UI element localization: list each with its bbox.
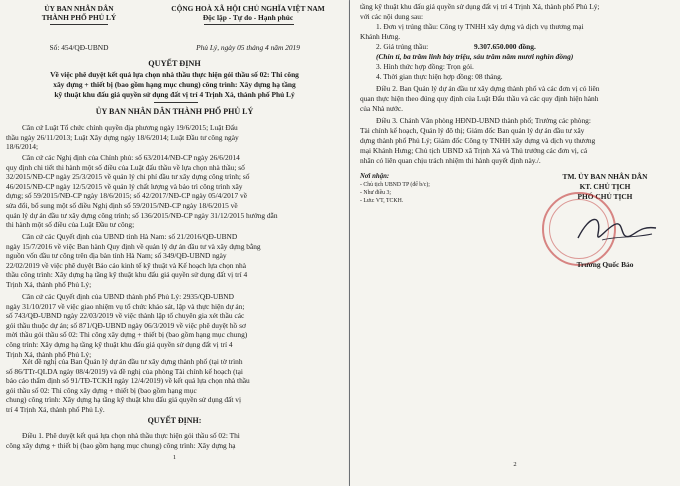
document-page-2: [350, 0, 680, 486]
paragraph-4-line: mời thầu gói thầu số 02: Thi công xây dựng + thiết bị (bao gồm hạng mục chung): [6, 330, 248, 340]
paragraph-2-line: Căn cứ các Nghị định của Chính phủ: số 63/2014/NĐ-CP ngày 26/6/2014: [22, 153, 240, 162]
subject-line-2: xây dựng + thiết bị (bao gồm hạng mục chung) công trình: Xây dựng hạ tầng: [53, 80, 296, 89]
paragraph-5-line: trí 4 Trịnh Xá, thành phố Phủ Lý.: [6, 405, 105, 414]
paragraph-1-line: thầu ngày 26/11/2013; Luật Xây dựng ngày 18/6/2014; Luật Đầu tư công ngày: [6, 132, 239, 142]
paragraph-4-line: Căn cứ các Quyết định của UBND thành phố Phủ Lý: 2935/QĐ-UBND: [22, 292, 234, 301]
paragraph-3-line: ngày 15/7/2016 về việc Ban hành Quy định về quản lý dự án đầu tư và xây dựng bằng: [6, 241, 261, 251]
paragraph-4-line: gói thầu thuộc dự án; số 871/QĐ-UBND ngày 06/3/2019 về việc phê duyệt hồ sơ: [6, 320, 246, 330]
subject-line-1: Về việc phê duyệt kết quả lựa chọn nhà thầu thực hiện gói thầu số 02: Thi công: [50, 70, 299, 79]
document-number: Số: 454/QĐ-UBND: [49, 43, 109, 52]
page-number-2: 2: [513, 461, 517, 468]
article3-line-1: Điều 3. Chánh Văn phòng HĐND-UBND thành phố; Trưởng các phòng:: [376, 116, 591, 125]
paragraph-2-line: quy định chi tiết thi hành một số điều của Luật đấu thầu về lựa chọn nhà thầu; số: [6, 162, 245, 172]
item2-label: 2. Giá trúng thầu:: [376, 42, 429, 51]
item3: 3. Hình thức hợp đồng: Trọn gói.: [376, 62, 474, 71]
paragraph-5-line: chung) công trình: Xây dựng hạ tầng kỹ thuật khu đấu giá quyền sử dụng đất vị: [6, 395, 242, 405]
recipient-1: - Chủ tịch UBND TP (để b/c);: [360, 182, 430, 188]
intro-line-1: tầng kỹ thuật khu đấu giá quyền sử dụng đất vị trí 4 Trịnh Xá, thành phố Phủ Lý;: [360, 2, 600, 11]
authority-line-2: THÀNH PHỐ PHỦ LÝ: [41, 13, 117, 22]
place-date: Phủ Lý, ngày 05 tháng 4 năm 2019: [196, 43, 300, 52]
motto: Độc lập - Tự do - Hạnh phúc: [202, 13, 294, 22]
decides-heading: QUYẾT ĐỊNH:: [147, 416, 202, 425]
item2-value: 9.307.650.000 đồng.: [474, 42, 536, 51]
paragraph-3-line: Trịnh Xá, thành phố Phủ Lý;: [6, 280, 92, 289]
paragraph-4-line: số 743/QĐ-UBND ngày 22/03/2019 về việc thành lập tổ chuyên gia xét thầu các: [6, 311, 245, 321]
recipient-3: - Lưu: VT, TCKH.: [360, 198, 404, 204]
paragraph-5-line: Xét đề nghị của Ban Quản lý dự án đầu tư xây dựng thành phố (tại tờ trình: [22, 357, 243, 366]
item2-in-words: (Chín tỉ, ba trăm linh bảy triệu, sáu trăm năm mươi nghìn đồng): [376, 52, 574, 61]
article2-line-2: quan thực hiện theo đúng quy định của Luật Đấu thầu và các quy định hiện hành: [360, 94, 599, 103]
paragraph-2-line: 32/2015/NĐ-CP ngày 25/3/2015 về quản lý chi phí đầu tư xây dựng công trình; số: [6, 172, 250, 182]
authority-line-1: ỦY BAN NHÂN DÂN: [44, 4, 114, 13]
subject-line-3: kỹ thuật khu đấu giá quyền sử dụng đất vị trí 4 Trịnh Xá, thành phố Phủ Lý: [54, 90, 295, 99]
article3-line-2: Tài chính kế hoạch, Quản lý đô thị; Giám đốc Ban quản lý dự án đầu tư xây: [360, 126, 585, 135]
paragraph-2-line: dựng; số 59/2015/NĐ-CP ngày 18/6/2015; số 42/2017/NĐ-CP ngày 05/4/2017 về: [6, 191, 247, 201]
signature-line-3: PHÓ CHỦ TỊCH: [577, 192, 633, 201]
item1-line-2: Khánh Hưng.: [360, 32, 401, 41]
article3-line-5: nhân có liên quan chịu trách nhiệm thi hành quyết định này./.: [360, 156, 541, 165]
page-number-1: 1: [172, 454, 177, 461]
paragraph-3-line: Căn cứ các Quyết định của UBND tỉnh Hà Nam: số 21/2016/QĐ-UBND: [22, 232, 238, 241]
item1-line-1: 1. Đơn vị trúng thầu: Công ty TNHH xây dựng và dịch vụ thương mại: [376, 22, 584, 31]
recipients-title: Nơi nhận:: [360, 173, 390, 180]
header-rule-right: [204, 24, 294, 25]
article3-line-3: dựng thành phố Phủ Lý; Giám đốc Công ty TNHH xây dựng và dịch vụ thương: [360, 136, 596, 145]
signature-icon: [572, 208, 662, 252]
signer-name: Trương Quốc Bảo: [576, 260, 634, 269]
paragraph-1-line: 18/6/2014;: [6, 142, 39, 152]
paragraph-5-line: gói thầu số 02: Thi công xây dựng + thiết bị (bao gồm hạng mục: [6, 385, 197, 395]
decision-title: QUYẾT ĐỊNH: [148, 59, 201, 68]
paragraph-4-line: ngày 31/10/2017 về việc giao nhiệm vụ tổ chức khảo sát, lập và thực hiện dự án;: [6, 301, 245, 311]
article2-line-3: của Nhà nước.: [360, 104, 404, 113]
paragraph-3-line: thầu công trình: Xây dựng hạ tầng kỹ thuật khu đấu giá quyền sử dụng đất vị trí 4: [6, 270, 248, 280]
paragraph-2-line: sửa đổi, bổ sung một số điều Nghị định số 59/2015/NĐ-CP ngày 18/6/2015 về: [6, 201, 238, 210]
recipient-2: - Như điều 3;: [360, 190, 391, 196]
subject-rule: [154, 102, 198, 103]
article2-line-1: Điều 2. Ban Quản lý dự án đầu tư xây dựng thành phố và các đơn vị có liên: [376, 84, 600, 93]
paragraph-4-line: công trình: Xây dựng hạ tầng kỹ thuật khu đấu giá quyền sử dụng đất vị trí 4: [6, 340, 233, 349]
intro-line-2: với các nội dung sau:: [360, 12, 424, 21]
paragraph-5-line: báo cáo thẩm định số 91/TĐ-TCKH ngày 12/4/2019) về kết quả lựa chọn nhà thầu: [6, 376, 250, 386]
paragraph-2-line: thi hành một số điều của Luật Đầu tư công;: [6, 220, 135, 230]
paragraph-3-line: nguồn vốn đầu tư công trên địa bàn tỉnh Hà Nam; số 349/QĐ-UBND ngày: [6, 251, 227, 261]
header-rule-left: [50, 24, 108, 25]
article1-line-2: công xây dựng + thiết bị (bao gồm hạng mục chung) công trình: Xây dựng hạ: [6, 441, 236, 450]
paragraph-2-line: 46/2015/NĐ-CP ngày 12/5/2015 về quản lý chất lượng và bảo trì công trình xây: [6, 181, 243, 191]
article1-line-1: Điều 1. Phê duyệt kết quả lựa chọn nhà thầu thực hiện gói thầu số 02: Thi: [22, 431, 240, 440]
item4: 4. Thời gian thực hiện hợp đồng: 08 tháng.: [376, 72, 503, 81]
paragraph-2-line: quản lý dự án đầu tư xây dựng công trình; số 136/2015/NĐ-CP ngày 31/12/2015 hướng dẫn: [6, 210, 278, 220]
signature-line-1: TM. ỦY BAN NHÂN DÂN: [562, 172, 648, 181]
paragraph-4-line: Trịnh Xá, thành phố Phủ Lý;: [6, 349, 92, 359]
issuer: ỦY BAN NHÂN DÂN THÀNH PHỐ PHỦ LÝ: [95, 107, 254, 116]
article3-line-4: mại Khánh Hưng; Chủ tịch UBND xã Trịnh Xá và Thủ trưởng các đơn vị, cá: [360, 146, 588, 155]
signature-line-2: KT. CHỦ TỊCH: [579, 182, 631, 191]
paragraph-1-line: Căn cứ Luật Tổ chức chính quyền địa phương ngày 19/6/2015; Luật Đấu: [22, 123, 238, 132]
paragraph-3-line: 22/02/2019 về việc phê duyệt Báo cáo kinh tế kỹ thuật và Kế hoạch lựa chọn nhà: [6, 260, 247, 270]
paragraph-5-line: số 86/TTr-QLDA ngày 08/4/2019) và đề nghị của phòng Tài chính kế hoạch (tại: [6, 366, 243, 376]
country-name: CỘNG HOÀ XÃ HỘI CHỦ NGHĨA VIỆT NAM: [171, 4, 325, 13]
